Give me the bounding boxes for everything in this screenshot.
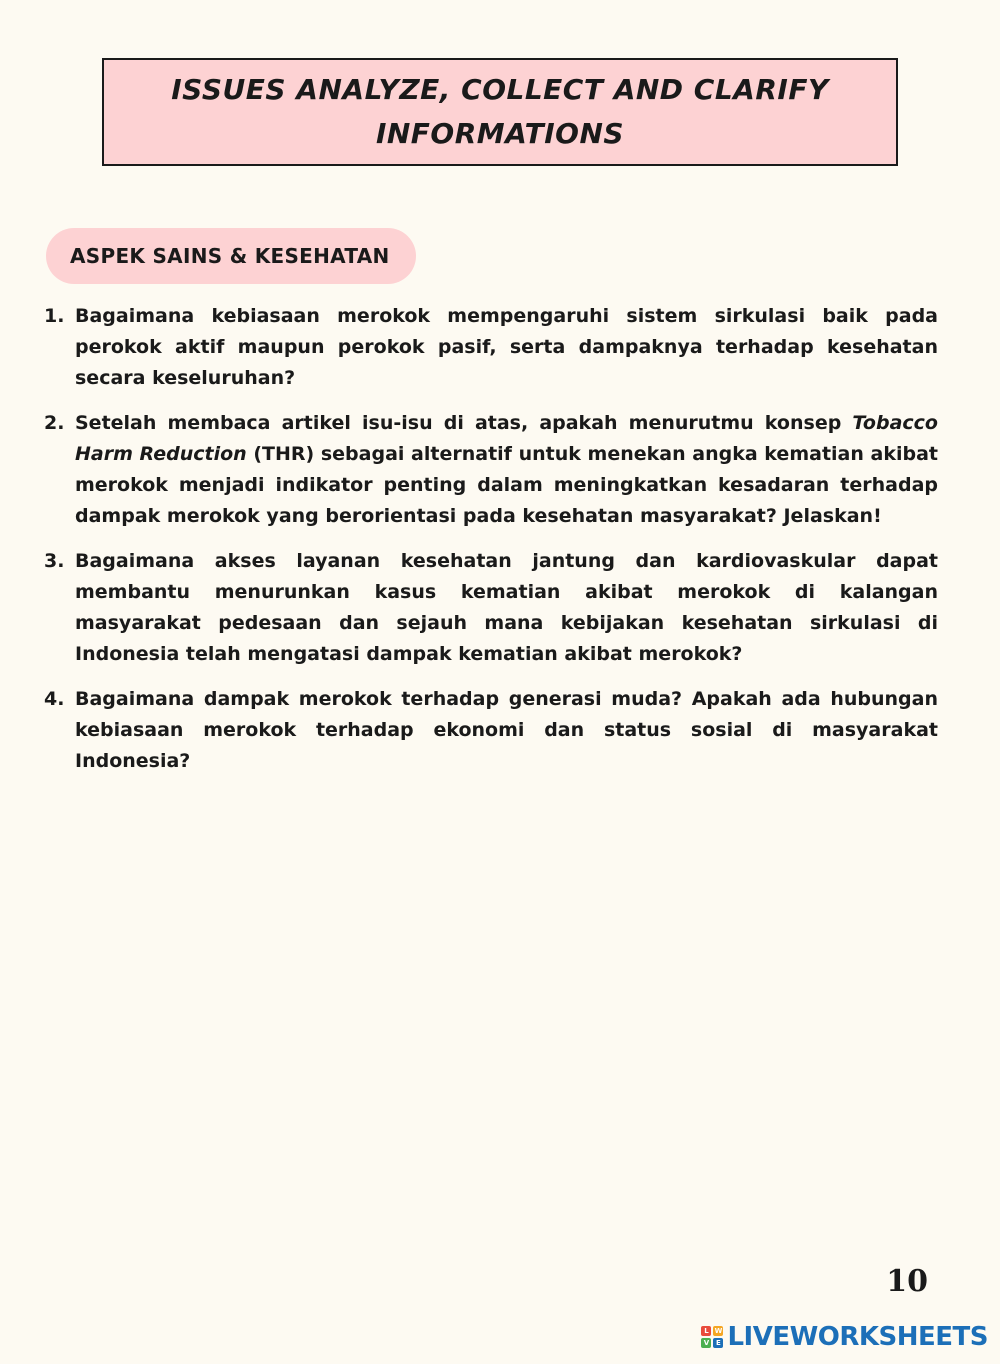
question-text: Bagaimana dampak merokok terhadap generasi muda? Apakah ada hubungan kebiasaan merokok terhadap ekonomi dan status sosial di masyarakat Indonesia? [75, 688, 938, 772]
question-number: 1. [44, 305, 65, 327]
section-badge [46, 228, 416, 284]
question-text: Bagaimana akses layanan kesehatan jantung dan kardiovaskular dapat membantu menurunkan kasus kematian akibat merokok di kalangan masyarakat pedesaan dan sejauh mana kebijakan kesehatan sirkulasi di Indonesia telah mengatasi dampak kematian akibat merokok? [75, 550, 938, 665]
question-text [75, 408, 938, 532]
logo-tile: V [701, 1338, 711, 1348]
question-text: Bagaimana kebiasaan merokok mempengaruhi sistem sirkulasi baik pada perokok aktif maupun perokok pasif, serta dampaknya terhadap kesehatan secara keseluruhan? [75, 305, 938, 389]
brand-text: LIVEWORKSHEETS [727, 1322, 988, 1352]
question-item [44, 408, 938, 532]
liveworksheets-brand[interactable] [701, 1322, 988, 1352]
question-text-part: (THR) sebagai alternatif untuk menekan angka kematian akibat merokok menjadi indikator penting dalam meningkatkan kesadaran terhadap dampak merokok yang berorientasi pada kesehatan masyarakat? Jelaskan! [75, 443, 939, 527]
title-banner [102, 58, 898, 166]
question-item [44, 301, 938, 394]
logo-tile: L [701, 1326, 711, 1336]
question-number: 4. [44, 688, 65, 710]
question-list [44, 301, 938, 791]
liveworksheets-logo-icon [701, 1326, 723, 1348]
question-item [44, 546, 938, 670]
page-number: 10 [886, 1264, 928, 1299]
question-text-part: Setelah membaca artikel isu-isu di atas, apakah menurutmu konsep [75, 412, 853, 434]
section-label: ASPEK SAINS & KESEHATAN [70, 244, 390, 268]
logo-tile: W [714, 1327, 723, 1335]
logo-tile: E [713, 1338, 723, 1348]
question-item [44, 684, 938, 777]
question-number: 3. [44, 550, 65, 572]
question-text-italic: Tobacco Harm Reduction [75, 412, 938, 465]
question-number: 2. [44, 412, 65, 434]
page-title: ISSUES ANALYZE, COLLECT AND CLARIFY INFORMATIONS [171, 73, 829, 150]
